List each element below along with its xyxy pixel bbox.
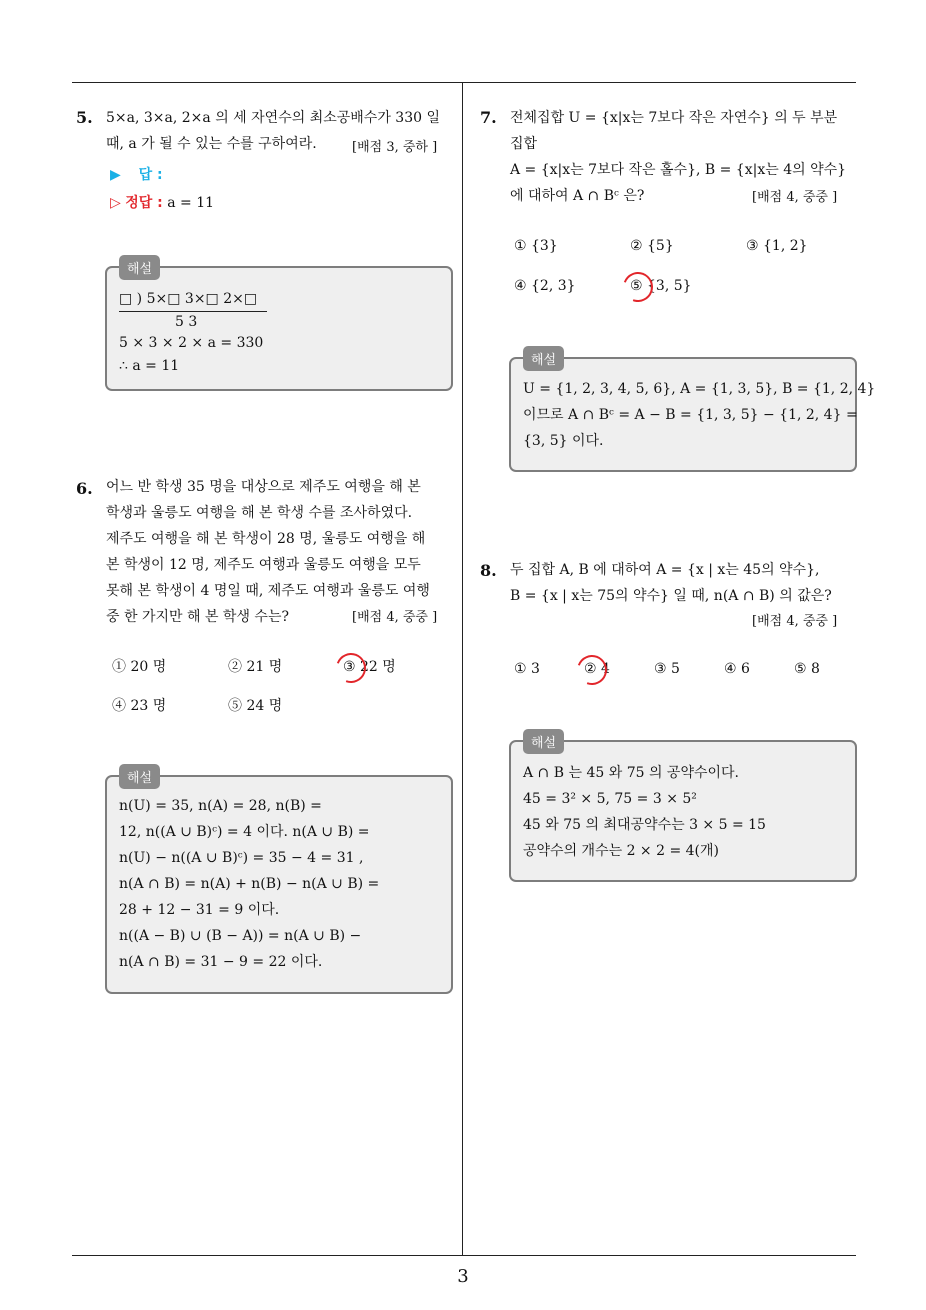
q7-line-3: A = {x|x는 7보다 작은 홀수}, B = {x|x는 4의 약수} [510, 162, 847, 178]
q6-number: 6. [76, 479, 93, 498]
q7-choice-2[interactable]: ② {5} [630, 238, 674, 254]
q7-choice-5-label: {3, 5} [647, 278, 692, 294]
selected-circle-icon [618, 267, 658, 307]
q6-line-5: 못해 본 학생이 4 명일 때, 제주도 여행과 울릉도 여행 [106, 583, 430, 599]
q6-choice-3-glyph: ③ [343, 659, 356, 675]
q6-line-6: 중 한 가지만 해 본 학생 수는? [106, 609, 289, 625]
q7-solution-body [523, 376, 876, 454]
answer-arrow-icon: ▶ [110, 167, 121, 183]
q6-choice-3-label: 22 명 [360, 659, 396, 675]
q5-solution-box [105, 262, 453, 391]
q6-sol-line-6: n((A − B) ∪ (B − A)) = n(A ∪ B) − [119, 928, 362, 944]
top-rule [72, 82, 856, 83]
q7-solution-tag: 해설 [523, 346, 564, 371]
q5-sol-line-1: □ ) 5×□ 3×□ 2×□ [119, 288, 267, 312]
q7-choice-1[interactable]: ① {3} [514, 238, 558, 254]
q7-choice-4[interactable]: ④ {2, 3} [514, 278, 576, 294]
q8-text [510, 557, 860, 609]
q8-sol-line-3: 45 와 75 의 최대공약수는 3 × 5 = 15 [523, 817, 766, 833]
q6-choice-2[interactable]: ② 21 명 [228, 659, 283, 675]
q5-solution-body [119, 288, 439, 378]
q8-sol-line-2: 45 = 3² × 5, 75 = 3 × 5² [523, 791, 697, 807]
q8-sol-line-1: A ∩ B 는 45 와 75 의 공약수이다. [523, 765, 740, 781]
q5-number: 5. [76, 108, 93, 127]
q6-choice-3-number [343, 659, 356, 675]
q7-sol-line-1: U = {1, 2, 3, 4, 5, 6}, A = {1, 3, 5}, B = {1, 2, 4} [523, 381, 876, 397]
q6-solution-body [119, 793, 439, 975]
column-divider [462, 82, 463, 1256]
q5-line-2: 때, a 가 될 수 있는 수를 구하여라. [106, 136, 317, 152]
q7-solution-box [509, 353, 876, 472]
q5-solution-tag: 해설 [119, 255, 160, 280]
q8-choice-4[interactable]: ④ 6 [724, 661, 750, 677]
q7-sol-line-2: 이므로 A ∩ Bᶜ = A − B = {1, 3, 5} − {1, 2, 4} = [523, 407, 858, 423]
q8-choice-5[interactable]: ⑤ 8 [794, 661, 820, 677]
q7-choice-5-number [630, 278, 643, 294]
q7-sol-line-3: {3, 5} 이다. [523, 433, 604, 449]
q6-sol-line-7: n(A ∩ B) = 31 − 9 = 22 이다. [119, 954, 323, 970]
q5-score-tag: [배점 3, 중하 ] [352, 140, 438, 155]
q6-sol-line-4: n(A ∩ B) = n(A) + n(B) − n(A ∪ B) = [119, 876, 380, 892]
q6-line-4: 본 학생이 12 명, 제주도 여행과 울릉도 여행을 모두 [106, 557, 421, 573]
q8-solution-body [523, 760, 843, 864]
q6-line-2: 학생과 울릉도 여행을 해 본 학생 수를 조사하였다. [106, 505, 413, 521]
q7-choice-3[interactable]: ③ {1, 2} [746, 238, 808, 254]
q5-correct-value: a = 11 [167, 195, 215, 211]
q8-solution-tag: 해설 [523, 729, 564, 754]
q7-number: 7. [480, 108, 497, 127]
q6-solution-tag: 해설 [119, 764, 160, 789]
q6-score-tag: [배점 4, 중중 ] [352, 610, 438, 625]
q7-line-2: 집합 [510, 136, 538, 152]
q7-choice-5-glyph: ⑤ [630, 278, 643, 294]
q5-correct-row [110, 192, 214, 212]
q5-line-1: 5×a, 3×a, 2×a 의 세 자연수의 최소공배수가 330 일 [106, 110, 440, 126]
q6-sol-line-1: n(U) = 35, n(A) = 28, n(B) = [119, 798, 322, 814]
q7-choice-5[interactable] [630, 278, 692, 294]
q7-line-4: 에 대하여 A ∩ Bᶜ 은? [510, 188, 645, 204]
q7-score-tag: [배점 4, 중중 ] [752, 190, 838, 205]
q6-choice-4[interactable]: ④ 23 명 [112, 698, 167, 714]
q6-choice-1[interactable]: ① 20 명 [112, 659, 167, 675]
q5-sol-line-2: 5 3 [175, 314, 198, 330]
q6-sol-line-5: 28 + 12 − 31 = 9 이다. [119, 902, 280, 918]
q5-answer-label: 답 : [138, 167, 163, 183]
q8-line-1: 두 집합 A, B 에 대하여 A = {x | x는 45의 약수}, [510, 562, 820, 578]
q6-line-1: 어느 반 학생 35 명을 대상으로 제주도 여행을 해 본 [106, 479, 421, 495]
q5-sol-line-3: 5 × 3 × 2 × a = 330 [119, 335, 264, 351]
q8-choice-2-number [584, 661, 597, 677]
q8-choice-2-label: 4 [601, 661, 610, 677]
q6-choice-5[interactable]: ⑤ 24 명 [228, 698, 283, 714]
selected-circle-icon [572, 650, 612, 690]
bottom-rule [72, 1255, 856, 1256]
q8-choice-2[interactable] [584, 661, 610, 677]
q8-score-tag: [배점 4, 중중 ] [752, 614, 838, 629]
correct-arrow-icon: ▷ [110, 195, 121, 211]
q8-sol-line-4: 공약수의 개수는 2 × 2 = 4(개) [523, 843, 719, 859]
q8-number: 8. [480, 561, 497, 580]
selected-circle-icon [331, 648, 371, 688]
page-number: 3 [457, 1266, 469, 1287]
q5-sol-line-4: ∴ a = 11 [119, 358, 180, 374]
q5-answer-row [110, 164, 163, 184]
q8-line-2: B = {x | x는 75의 약수} 일 때, n(A ∩ B) 의 값은? [510, 588, 832, 604]
q6-choice-3[interactable] [343, 656, 396, 676]
q5-correct-label: 정답 : [125, 195, 163, 211]
q8-choice-2-glyph: ② [584, 661, 597, 677]
q6-sol-line-3: n(U) − n((A ∪ B)ᶜ) = 35 − 4 = 31 , [119, 850, 364, 866]
q8-choice-1[interactable]: ① 3 [514, 661, 540, 677]
q6-line-3: 제주도 여행을 해 본 학생이 28 명, 울릉도 여행을 해 [106, 531, 426, 547]
q6-sol-line-2: 12, n((A ∪ B)ᶜ) = 4 이다. n(A ∪ B) = [119, 824, 370, 840]
q8-solution-box [509, 736, 857, 882]
q7-line-1: 전체집합 U = {x|x는 7보다 작은 자연수} 의 두 부분 [510, 110, 838, 126]
q6-solution-box [105, 771, 453, 994]
q8-choice-3[interactable]: ③ 5 [654, 661, 680, 677]
